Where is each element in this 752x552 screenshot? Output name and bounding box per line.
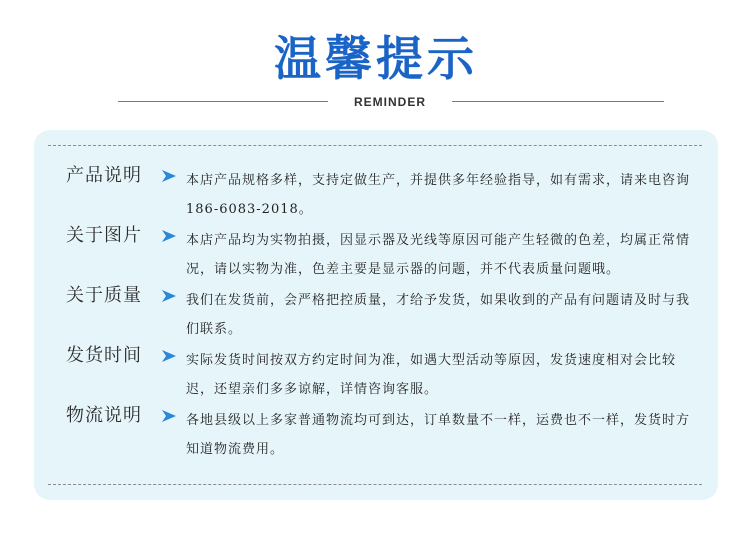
subtitle-row bbox=[118, 93, 664, 111]
item-label: 关于图片 bbox=[66, 225, 142, 246]
reminder-list bbox=[48, 145, 702, 485]
page-subtitle: REMINDER bbox=[353, 95, 426, 109]
arrow-right-icon bbox=[162, 410, 176, 422]
reminder-item-images bbox=[48, 222, 702, 282]
item-label: 关于质量 bbox=[66, 285, 142, 306]
arrow-right-icon bbox=[162, 350, 176, 362]
divider-right bbox=[452, 101, 664, 102]
reminder-item-product bbox=[48, 162, 702, 222]
item-label: 产品说明 bbox=[66, 165, 142, 186]
reminder-item-logistics bbox=[48, 402, 702, 462]
divider-left bbox=[118, 101, 328, 102]
arrow-right-icon bbox=[162, 290, 176, 302]
item-text: 我们在发货前，会严格把控质量，才给予发货，如果收到的产品有问题请及时与我们联系。 bbox=[186, 293, 691, 337]
item-label: 物流说明 bbox=[66, 405, 142, 426]
reminder-item-shipping-time bbox=[48, 342, 702, 402]
item-text: 本店产品均为实物拍摄，因显示器及光线等原因可能产生轻微的色差，均属正常情况，请以实物为准，色差主要是显示器的问题，并不代表质量问题哦。 bbox=[186, 233, 691, 277]
reminder-item-quality bbox=[48, 282, 702, 342]
item-label: 发货时间 bbox=[66, 345, 142, 366]
reminder-panel bbox=[34, 130, 718, 500]
item-text: 本店产品规格多样，支持定做生产，并提供多年经验指导，如有需求，请来电咨询186-6083-2018。 bbox=[186, 173, 691, 217]
arrow-right-icon bbox=[162, 230, 176, 242]
arrow-right-icon bbox=[162, 170, 176, 182]
item-text: 各地县级以上多家普通物流均可到达，订单数量不一样，运费也不一样，发货时方知道物流费用。 bbox=[186, 413, 691, 457]
item-text: 实际发货时间按双方约定时间为准，如遇大型活动等原因，发货速度相对会比较迟，还望亲们多多谅解，详情咨询客服。 bbox=[186, 353, 677, 397]
page-title: 温馨提示 bbox=[274, 32, 478, 87]
